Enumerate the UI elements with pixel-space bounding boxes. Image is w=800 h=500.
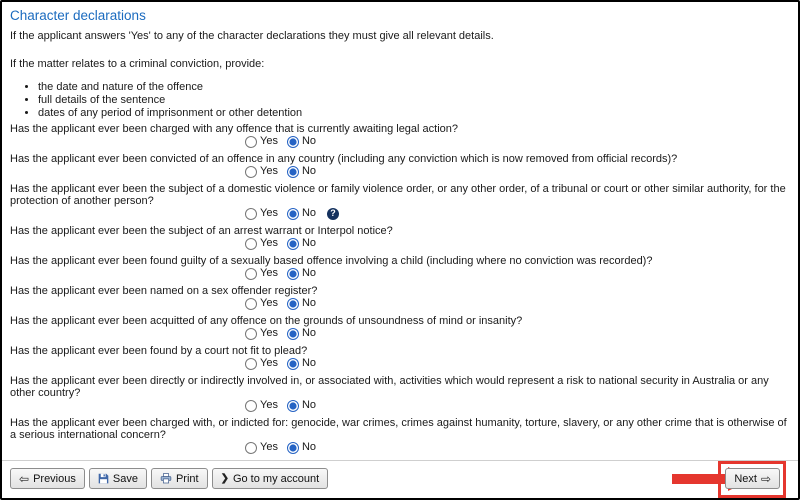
no-label[interactable]: No: [301, 267, 317, 280]
no-radio[interactable]: [287, 400, 299, 412]
question-block: [10, 255, 790, 281]
question-block: [10, 315, 790, 341]
answer-options: [245, 207, 790, 221]
print-button[interactable]: [151, 468, 208, 489]
yes-radio[interactable]: [245, 358, 257, 370]
no-radio[interactable]: [287, 442, 299, 454]
yes-label[interactable]: Yes: [260, 207, 278, 220]
answer-options: [245, 165, 790, 179]
question-block: [10, 225, 790, 251]
no-label[interactable]: No: [301, 207, 317, 220]
question-block: [10, 345, 790, 371]
yes-label[interactable]: Yes: [260, 357, 278, 370]
question-text: Has the applicant ever been found by a court not fit to plead?: [10, 344, 308, 357]
no-radio[interactable]: [287, 298, 299, 310]
print-button-label: Print: [175, 472, 199, 485]
no-label[interactable]: No: [301, 135, 317, 148]
previous-button[interactable]: [10, 468, 85, 489]
save-button-label: Save: [112, 472, 138, 485]
question-text: Has the applicant ever been acquitted of any offence on the grounds of unsoundness of mind or insanity?: [10, 314, 523, 327]
question-text: Has the applicant ever been directly or indirectly involved in, or associated with, activities which would represent a risk to national security in Australia or any other country?: [10, 374, 769, 399]
answer-options: [245, 237, 790, 251]
criminal-conviction-note: If the matter relates to a criminal conviction, provide:: [10, 57, 265, 70]
question-text: Has the applicant ever been named on a sex offender register?: [10, 284, 318, 297]
question-block: [10, 417, 790, 455]
no-label[interactable]: No: [301, 165, 317, 178]
next-button[interactable]: [725, 468, 780, 489]
no-radio[interactable]: [287, 166, 299, 178]
yes-radio[interactable]: [245, 442, 257, 454]
annotation-arrow: [672, 474, 728, 484]
answer-options: [245, 135, 790, 149]
answer-options: [245, 357, 790, 371]
no-label[interactable]: No: [301, 441, 317, 454]
yes-radio[interactable]: [245, 298, 257, 310]
arrow-right-icon: ⇨: [760, 471, 771, 486]
answer-options: [245, 297, 790, 311]
yes-radio[interactable]: [245, 166, 257, 178]
list-item: • dates of any period of imprisonment or other detention: [38, 107, 790, 119]
annotation-rectangle: [725, 468, 780, 489]
no-radio[interactable]: [287, 208, 299, 220]
no-radio[interactable]: [287, 268, 299, 280]
no-radio[interactable]: [287, 136, 299, 148]
question-text: Has the applicant ever been charged with any offence that is currently awaiting legal action?: [10, 122, 459, 135]
question-text: Has the applicant ever been the subject of an arrest warrant or Interpol notice?: [10, 224, 393, 237]
printer-icon: [160, 473, 172, 484]
answer-options: [245, 441, 790, 455]
question-block: [10, 183, 790, 221]
no-label[interactable]: No: [301, 327, 317, 340]
yes-label[interactable]: Yes: [260, 297, 278, 310]
yes-radio[interactable]: [245, 136, 257, 148]
question-text: Has the applicant ever been charged with, or indicted for: genocide, war crimes, crimes against humanity, torture, slavery, or any other crime that is otherwise of a serious international concern?: [10, 416, 787, 441]
yes-label[interactable]: Yes: [260, 135, 278, 148]
next-button-label: Next: [734, 472, 757, 485]
go-to-my-account-button[interactable]: [212, 468, 329, 489]
question-block: [10, 375, 790, 413]
provide-list: [20, 81, 790, 119]
no-radio[interactable]: [287, 328, 299, 340]
page-title: Character declarations: [10, 8, 146, 23]
form-content: [2, 2, 798, 455]
yes-radio[interactable]: [245, 238, 257, 250]
intro-paragraph: If the applicant answers 'Yes' to any of the character declarations they must give all relevant details.: [10, 29, 494, 42]
answer-options: [245, 267, 790, 281]
previous-button-label: Previous: [33, 472, 76, 485]
list-item: • the date and nature of the offence: [38, 81, 790, 93]
no-radio[interactable]: [287, 238, 299, 250]
yes-label[interactable]: Yes: [260, 327, 278, 340]
question-text: Has the applicant ever been the subject of a domestic violence or family violence order, or any other order, of a tribunal or court or other similar authority, for the protection of another person?: [10, 182, 786, 207]
yes-label[interactable]: Yes: [260, 165, 278, 178]
yes-radio[interactable]: [245, 208, 257, 220]
no-label[interactable]: No: [301, 237, 317, 250]
yes-label[interactable]: Yes: [260, 399, 278, 412]
arrow-left-icon: ⇦: [19, 471, 30, 486]
question-block: [10, 153, 790, 179]
yes-label[interactable]: Yes: [260, 267, 278, 280]
answer-options: [245, 327, 790, 341]
yes-radio[interactable]: [245, 400, 257, 412]
question-text: Has the applicant ever been convicted of an offence in any country (including any conviction which is now removed from official records)?: [10, 152, 678, 165]
save-button[interactable]: [89, 468, 147, 489]
yes-radio[interactable]: [245, 328, 257, 340]
question-text: Has the applicant ever been found guilty of a sexually based offence involving a child (including where no conviction was recorded)?: [10, 254, 653, 267]
no-label[interactable]: No: [301, 399, 317, 412]
help-icon[interactable]: ?: [327, 208, 339, 220]
chevron-right-icon: ❯: [220, 473, 229, 484]
list-item: • full details of the sentence: [38, 94, 790, 106]
yes-radio[interactable]: [245, 268, 257, 280]
yes-label[interactable]: Yes: [260, 441, 278, 454]
floppy-disk-icon: [98, 473, 109, 484]
no-label[interactable]: No: [301, 297, 317, 310]
no-label[interactable]: No: [301, 357, 317, 370]
no-radio[interactable]: [287, 358, 299, 370]
account-button-label: Go to my account: [232, 472, 320, 485]
navigation-toolbar: [2, 460, 798, 498]
question-block: [10, 285, 790, 311]
answer-options: [245, 399, 790, 413]
yes-label[interactable]: Yes: [260, 237, 278, 250]
question-block: [10, 123, 790, 149]
